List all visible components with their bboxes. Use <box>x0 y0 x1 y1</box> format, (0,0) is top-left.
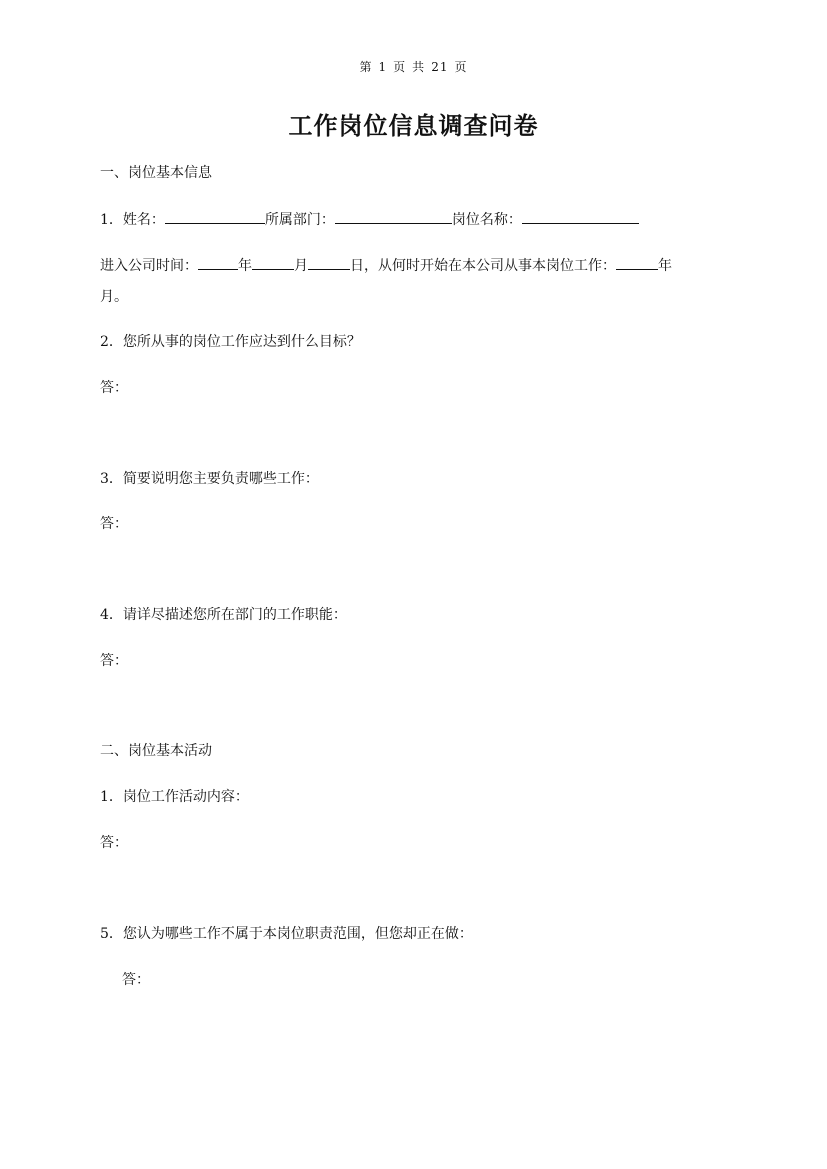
join-day-blank[interactable] <box>308 255 350 270</box>
answer-2-label: 答： <box>100 380 128 396</box>
join-month-blank[interactable] <box>252 255 294 270</box>
post-name-label: 岗位名称： <box>451 212 522 228</box>
document-title: 工作岗位信息调查问卷 <box>288 111 539 140</box>
day-label-text: 日，从何时开始在本公司从事本岗位工作： <box>350 258 616 274</box>
total-prefix: 共 <box>412 60 426 74</box>
question-4: 4．请详尽描述您所在部门的工作职能： <box>100 607 347 623</box>
section2-question-5: 5．您认为哪些工作不属于本岗位职责范围，但您却正在做： <box>100 926 473 942</box>
name-blank[interactable] <box>165 209 265 224</box>
month-label: 月 <box>294 258 308 274</box>
section2-answer-1-label: 答： <box>100 835 128 851</box>
page-word: 页 <box>393 60 407 74</box>
post-name-blank[interactable] <box>522 209 639 224</box>
total-pages: 21 <box>431 60 449 74</box>
section1-heading: 一、岗位基本信息 <box>100 165 212 181</box>
page-number: 1 <box>378 60 388 74</box>
question-2: 2．您所从事的岗位工作应达到什么目标？ <box>100 334 361 350</box>
year-label: 年 <box>238 258 252 274</box>
question-3: 3．简要说明您主要负责哪些工作： <box>100 471 319 487</box>
join-date-row <box>100 255 672 276</box>
department-blank[interactable] <box>335 209 452 224</box>
section2-question-1: 1．岗位工作活动内容： <box>100 789 249 805</box>
start-year-label: 年 <box>658 258 672 274</box>
join-year-blank[interactable] <box>198 255 238 270</box>
page-suffix: 页 <box>454 60 468 74</box>
start-year-blank[interactable] <box>616 255 658 270</box>
department-label: 所属部门： <box>264 212 335 228</box>
answer-4-label: 答： <box>100 653 128 669</box>
basic-info-row <box>100 209 639 230</box>
join-date-label: 进入公司时间： <box>100 258 198 274</box>
page-prefix: 第 <box>359 60 373 74</box>
section2-answer-5-label: 答： <box>122 972 150 988</box>
section2-heading: 二、岗位基本活动 <box>100 743 212 759</box>
answer-3-label: 答： <box>100 516 128 532</box>
join-date-row-continued: 月。 <box>100 289 128 305</box>
page-number-header <box>0 58 827 75</box>
name-label: 1．姓名： <box>100 212 165 228</box>
